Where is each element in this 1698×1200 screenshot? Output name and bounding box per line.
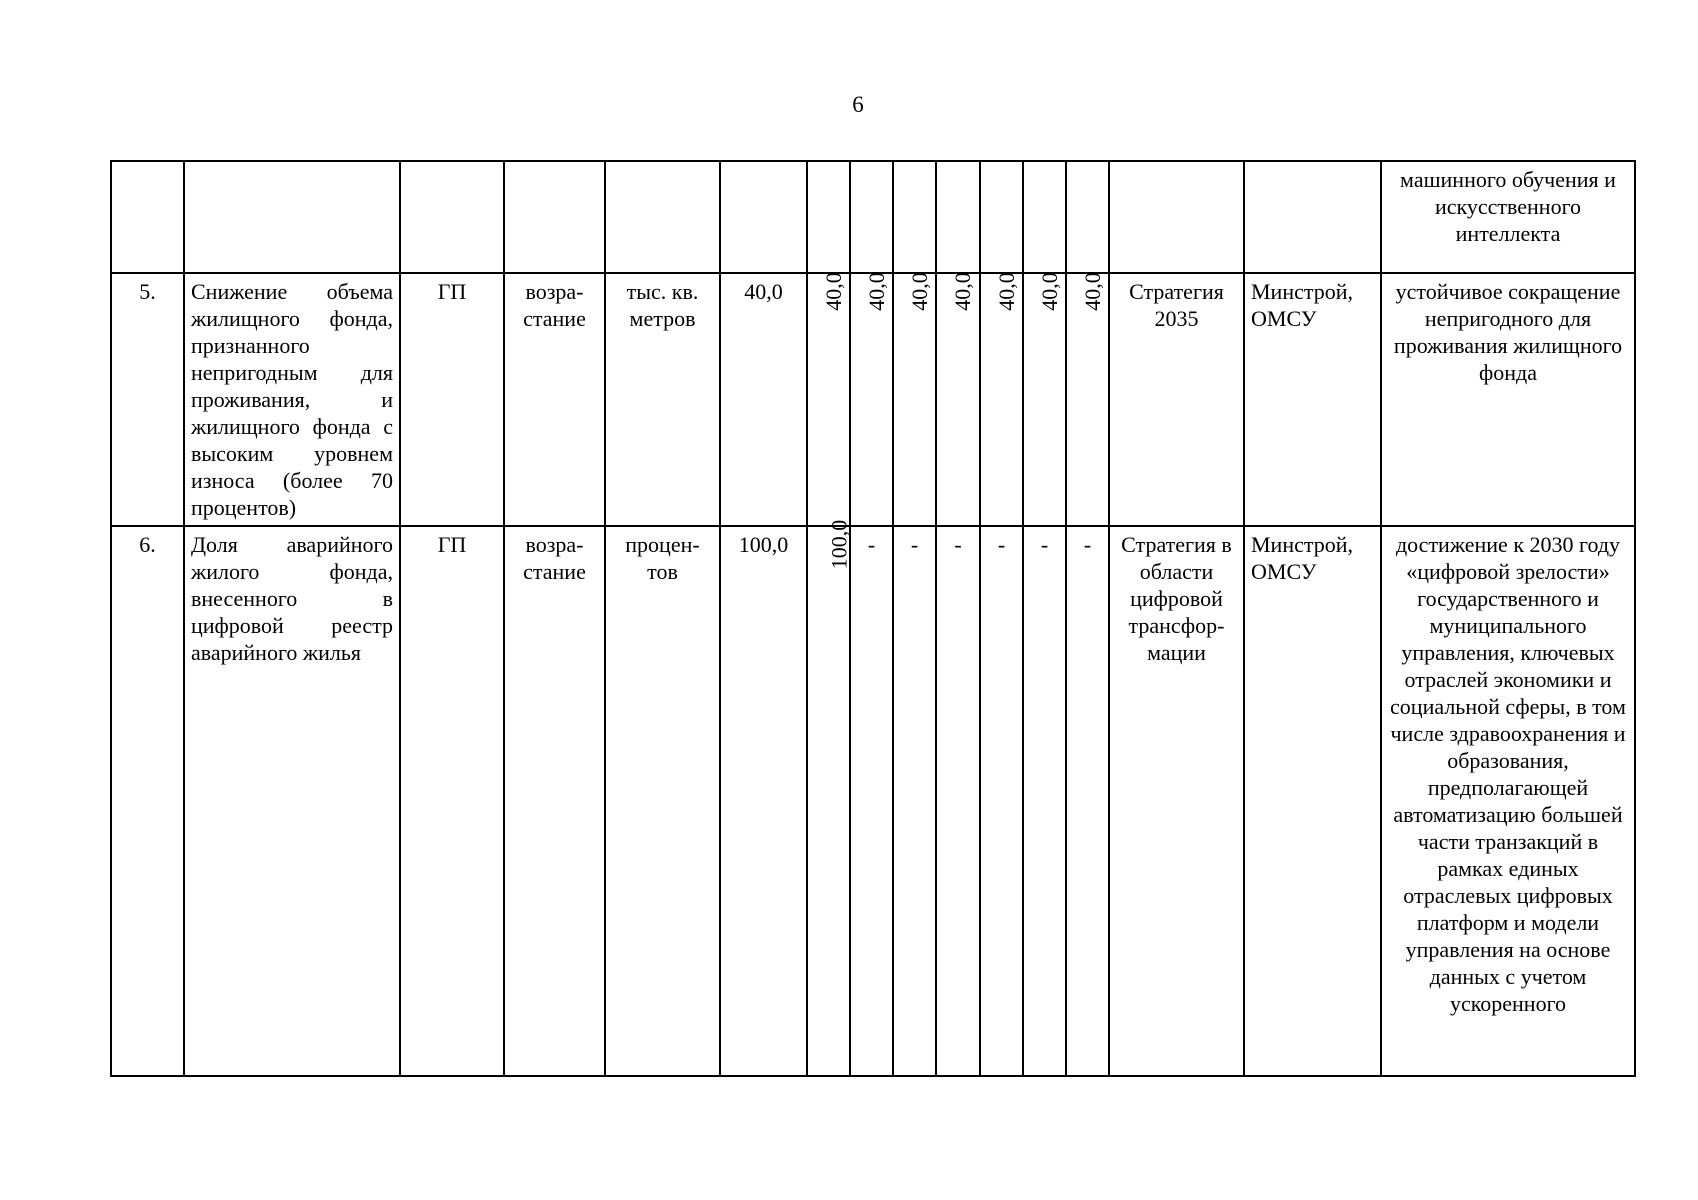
- cell-unit: [605, 161, 720, 273]
- indicator-name: Снижение объема жилищного фонда, признанного непригодным для проживания, и жилищного фонда с высоким уровнем износа (более 70 процентов): [184, 273, 400, 526]
- cell-year: [980, 161, 1023, 273]
- unit: тыс. кв. метров: [605, 273, 720, 526]
- cell-base: [720, 161, 807, 273]
- year-value-text: 40,0: [949, 272, 975, 311]
- year-value-text: -: [910, 532, 919, 557]
- row-number: 6.: [111, 526, 184, 1076]
- year-value-text: -: [954, 532, 962, 557]
- year-value-text: 100,0: [826, 519, 852, 570]
- year-value: [893, 526, 936, 1076]
- year-value: [850, 273, 893, 526]
- source-code: ГП: [400, 526, 504, 1076]
- year-value: [1066, 526, 1109, 1076]
- year-value-text: 40,0: [1079, 272, 1105, 311]
- year-value-text: 40,0: [993, 272, 1019, 311]
- base-value: 100,0: [720, 526, 807, 1076]
- cell-year: [807, 161, 850, 273]
- source-code: ГП: [400, 273, 504, 526]
- strategy-document: Стратегия в области цифровой трансфор-мации: [1109, 526, 1244, 1076]
- year-value: [1023, 273, 1066, 526]
- cell-trend: [504, 161, 605, 273]
- cell-name: [184, 161, 400, 273]
- cell-year: [936, 161, 980, 273]
- year-value-text: -: [867, 532, 876, 557]
- year-value-text: 40,0: [820, 272, 846, 311]
- year-value-text: -: [997, 532, 1006, 557]
- cell-source: [400, 161, 504, 273]
- table-row: [111, 273, 1635, 526]
- cell-responsible: [1244, 161, 1381, 273]
- year-value: [807, 519, 852, 1076]
- base-value: 40,0: [720, 273, 807, 526]
- cell-num: [111, 161, 184, 273]
- year-value: [936, 273, 980, 526]
- table-row: [111, 526, 1635, 1076]
- strategy-document: Стратегия 2035: [1109, 273, 1244, 526]
- trend: возра-стание: [504, 526, 605, 1076]
- goal-text: устойчивое сокращение непригодного для проживания жилищного фонда: [1381, 273, 1635, 526]
- cell-year: [1023, 161, 1066, 273]
- cell-year: [1066, 161, 1109, 273]
- year-value: [807, 273, 850, 526]
- indicators-table: [110, 160, 1636, 1077]
- year-value-text: -: [1040, 532, 1049, 557]
- year-value: [1066, 273, 1109, 526]
- year-value-text: 40,0: [1036, 272, 1062, 311]
- year-value-text: 40,0: [863, 272, 889, 311]
- cell-goal: машинного обучения и искусственного интеллекта: [1381, 161, 1635, 273]
- year-value: [936, 526, 980, 1076]
- responsible: Минстрой, ОМСУ: [1244, 273, 1381, 526]
- year-value-text: 40,0: [906, 272, 932, 311]
- indicator-name: Доля аварийного жилого фонда, внесенного в цифровой реестр аварийного жилья: [184, 526, 400, 1076]
- trend: возра-стание: [504, 273, 605, 526]
- goal-text: достижение к 2030 году «цифровой зрелости» государственного и муниципального управления, ключевых отраслей экономики и социальной сферы, в том числе здравоохранения и образования, предполагающей автоматизацию большей части транзакций в рамках единых отраслевых цифровых платформ и модели управления на основе данных с учетом ускоренного: [1381, 526, 1635, 1076]
- responsible: Минстрой, ОМСУ: [1244, 526, 1381, 1076]
- cell-year: [850, 161, 893, 273]
- year-value: [893, 273, 936, 526]
- year-value: [1023, 526, 1066, 1076]
- unit: процен-тов: [605, 526, 720, 1076]
- year-value: [980, 526, 1023, 1076]
- cell-year: [893, 161, 936, 273]
- table-row-continuation: [111, 161, 1635, 273]
- year-value: [850, 526, 893, 1076]
- page-number: 6: [852, 92, 864, 117]
- row-number: 5.: [111, 273, 184, 526]
- year-value: [980, 273, 1023, 526]
- cell-document: [1109, 161, 1244, 273]
- year-value-text: -: [1083, 532, 1092, 557]
